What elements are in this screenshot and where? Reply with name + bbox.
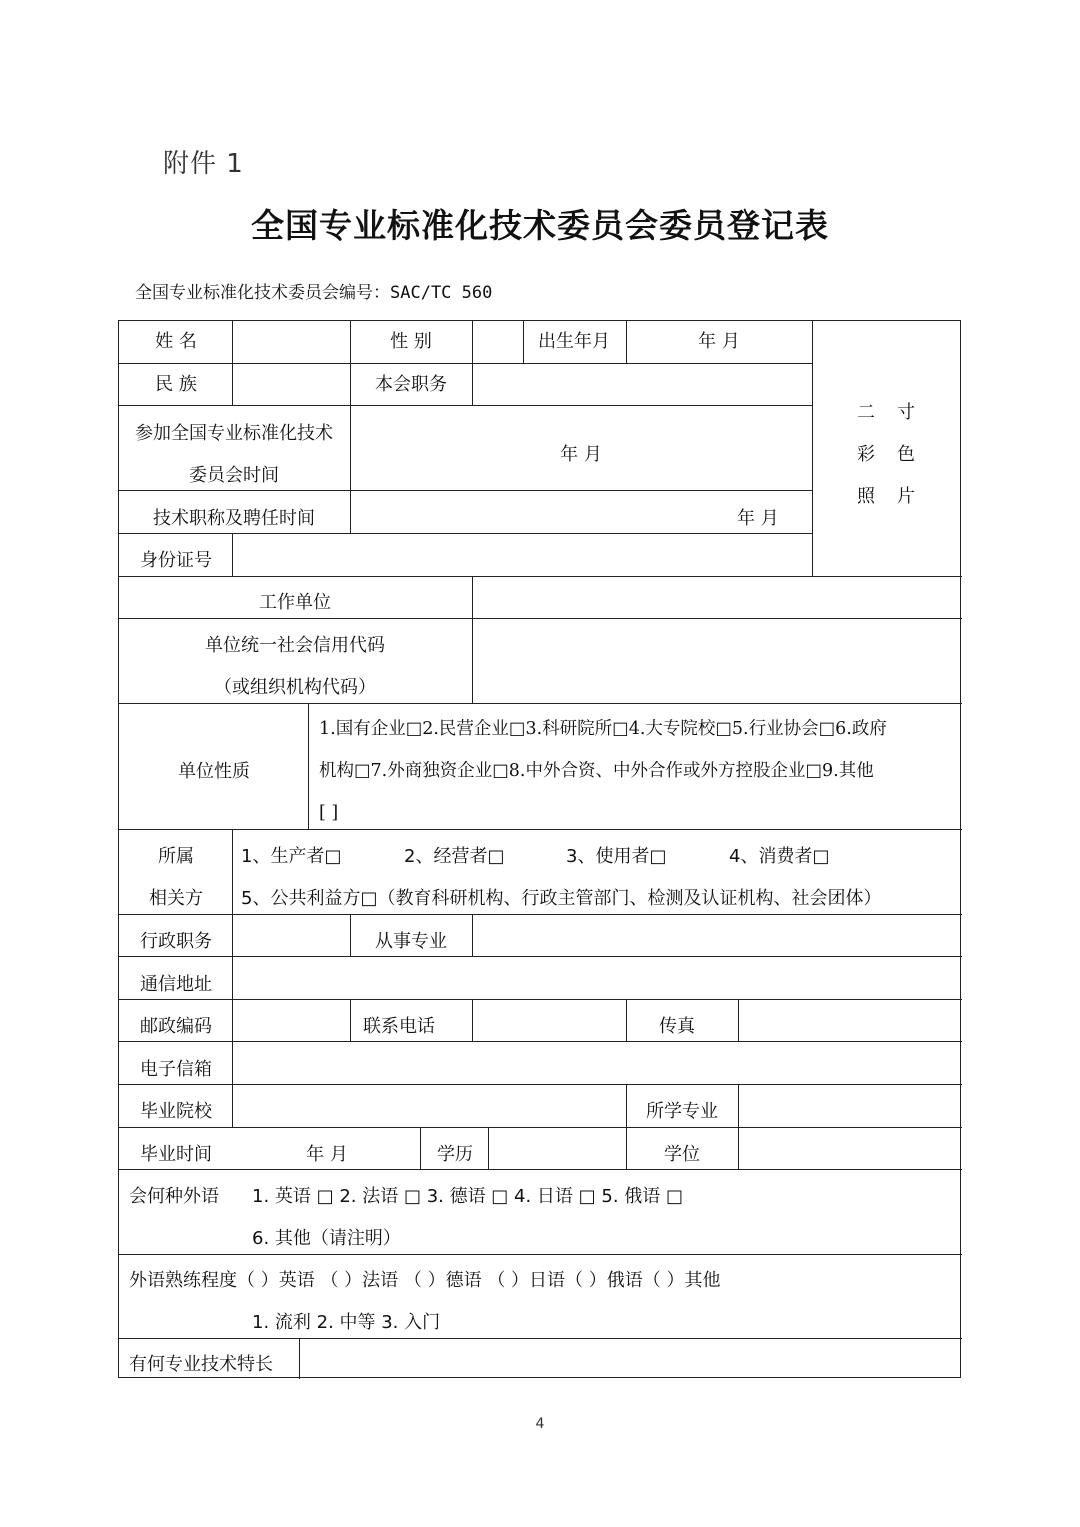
- postcode-field[interactable]: [233, 1000, 349, 1040]
- committee-code-label: 全国专业标准化技术委员会编号：: [135, 283, 390, 303]
- grad-time-label: 毕业时间: [140, 1144, 212, 1165]
- stakeholder-option-consumer[interactable]: 4、消费者□: [729, 846, 830, 867]
- join-label-line1: 参加全国专业标准化技术: [135, 423, 333, 444]
- fax-field[interactable]: [739, 1000, 961, 1040]
- photo-char: 色: [897, 444, 915, 465]
- proficiency-levels: 1. 流利 2. 中等 3. 入门: [252, 1312, 441, 1333]
- join-label-line2: 委员会时间: [189, 465, 279, 486]
- photo-char: 彩: [857, 444, 875, 465]
- expertise-label: 有何专业技术特长: [129, 1354, 273, 1375]
- photo-char: 寸: [897, 402, 915, 423]
- education-label: 学历: [437, 1144, 473, 1165]
- photo-char: 片: [897, 486, 915, 507]
- committee-code: [135, 278, 492, 303]
- page-number: 4: [535, 1416, 545, 1432]
- photo-area[interactable]: [813, 321, 961, 576]
- address-field[interactable]: [233, 957, 961, 998]
- work-unit-label: 工作单位: [259, 592, 331, 613]
- stakeholder-option-public[interactable]: 5、公共利益方□（教育科研机构、行政主管部门、检测及认证机构、社会团体）: [241, 888, 882, 909]
- birth-label: 出生年月: [538, 331, 610, 352]
- stakeholder-label-line2: 相关方: [149, 888, 203, 909]
- postcode-label: 邮政编码: [140, 1016, 212, 1037]
- unit-nature-other-input[interactable]: [ ]: [319, 803, 339, 823]
- title-label: 技术职称及聘任时间: [153, 508, 315, 529]
- address-label: 通信地址: [140, 974, 212, 995]
- name-field[interactable]: [233, 322, 349, 362]
- admin-position-label: 行政职务: [140, 931, 212, 952]
- stakeholder-option-user[interactable]: 3、使用者□: [566, 846, 667, 867]
- stakeholder-option-operator[interactable]: 2、经营者□: [404, 846, 505, 867]
- birth-value[interactable]: 年 月: [698, 331, 740, 352]
- unit-nature-options-line2[interactable]: 机构□7.外商独资企业□8.中外合资、中外合作或外方控股企业□9.其他: [319, 761, 874, 781]
- unit-nature-options-line1[interactable]: 1.国有企业□2.民营企业□3.科研院所□4.大专院校□5.行业协会□6.政府: [319, 719, 887, 739]
- join-time-value[interactable]: 年 月: [560, 444, 602, 465]
- language-label: 会何种外语: [129, 1186, 219, 1207]
- attachment-label: 附件 1: [163, 149, 244, 179]
- ethnicity-field[interactable]: [233, 364, 349, 404]
- admin-position-field[interactable]: [233, 915, 349, 955]
- committee-code-value: SAC/TC 560: [390, 283, 493, 303]
- degree-field[interactable]: [739, 1128, 961, 1168]
- position-field[interactable]: [473, 364, 811, 404]
- ethnicity-label: 民 族: [155, 374, 197, 395]
- gender-field[interactable]: [473, 322, 522, 362]
- specialty-field[interactable]: [473, 915, 961, 955]
- gender-label: 性 别: [390, 331, 432, 352]
- stakeholder-option-producer[interactable]: 1、生产者□: [241, 846, 342, 867]
- credit-code-sublabel: （或组织机构代码）: [214, 677, 376, 698]
- registration-form: [118, 320, 961, 1378]
- language-other-option[interactable]: 6. 其他（请注明）: [252, 1228, 401, 1249]
- unit-nature-label: 单位性质: [178, 761, 250, 782]
- name-label: 姓 名: [155, 331, 197, 352]
- major-label: 所学专业: [646, 1101, 718, 1122]
- phone-field[interactable]: [473, 1000, 625, 1040]
- fax-label: 传真: [659, 1016, 695, 1037]
- proficiency-row[interactable]: 外语熟练程度（ ）英语 （ ）法语 （ ）德语 （ ）日语（ ）俄语（ ）其他: [129, 1270, 721, 1291]
- email-label: 电子信箱: [140, 1059, 212, 1080]
- phone-label: 联系电话: [363, 1016, 435, 1037]
- photo-char: 二: [857, 402, 875, 423]
- credit-code-field[interactable]: [473, 619, 961, 702]
- school-field[interactable]: [233, 1085, 625, 1126]
- expertise-field[interactable]: [300, 1339, 960, 1377]
- major-field[interactable]: [739, 1085, 961, 1126]
- form-title: 全国专业标准化技术委员会委员登记表: [251, 206, 829, 245]
- specialty-label: 从事专业: [375, 931, 447, 952]
- education-field[interactable]: [489, 1128, 625, 1168]
- title-time-value[interactable]: 年 月: [737, 508, 779, 529]
- photo-char: 照: [857, 486, 875, 507]
- id-label: 身份证号: [140, 550, 212, 571]
- id-field[interactable]: [233, 534, 811, 575]
- grad-time-value[interactable]: 年 月: [306, 1144, 348, 1165]
- work-unit-field[interactable]: [473, 577, 961, 617]
- degree-label: 学位: [664, 1144, 700, 1165]
- language-options[interactable]: 1. 英语 □ 2. 法语 □ 3. 德语 □ 4. 日语 □ 5. 俄语 □: [252, 1186, 684, 1207]
- position-label: 本会职务: [375, 374, 447, 395]
- email-field[interactable]: [233, 1042, 961, 1083]
- credit-code-label: 单位统一社会信用代码: [205, 635, 385, 656]
- school-label: 毕业院校: [140, 1101, 212, 1122]
- stakeholder-label-line1: 所属: [158, 846, 194, 867]
